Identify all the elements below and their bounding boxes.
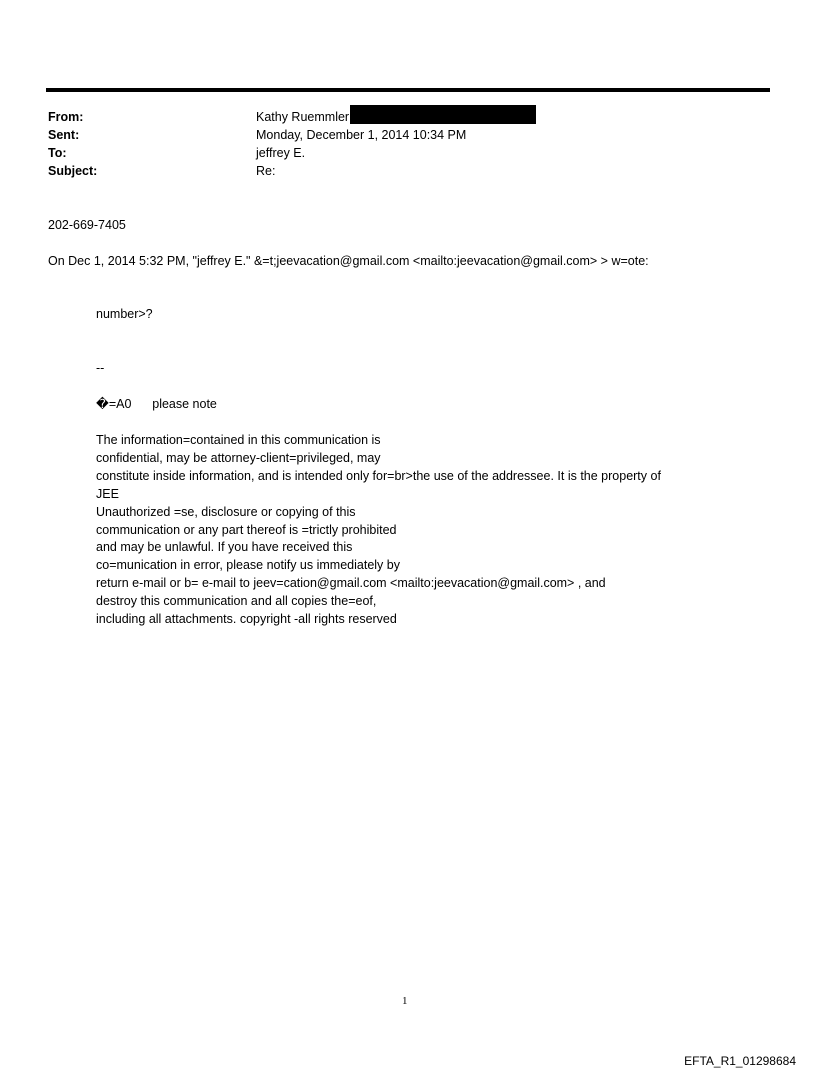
disclaimer-line: Unauthorized =se, disclosure or copying of this — [96, 504, 356, 519]
sent-value: Monday, December 1, 2014 10:34 PM — [256, 128, 467, 142]
page-number: 1 — [402, 995, 408, 1007]
header-divider — [46, 88, 770, 92]
from-name: Kathy Ruemmler — [256, 110, 350, 124]
sent-label: Sent: — [48, 128, 80, 142]
bates-number: EFTA_R1_01298684 — [684, 1054, 796, 1068]
disclaimer-line: including all attachments. copyright -all rights reserved — [96, 612, 397, 627]
disclaimer-line: and may be unlawful. If you have received this — [96, 540, 353, 555]
subject-value: Re: — [256, 164, 276, 178]
subject-label: Subject: — [48, 164, 98, 178]
signature-separator: -- — [96, 361, 105, 375]
from-label: From: — [48, 110, 84, 124]
disclaimer-block — [96, 432, 661, 629]
redaction-block — [350, 105, 536, 124]
disclaimer-line: return e-mail or b= e-mail to jeev=cation@gmail.com <mailto:jeevacation@gmail.com> , and — [96, 576, 606, 591]
disclaimer-line: confidential, may be attorney-client=privileged, may — [96, 450, 381, 465]
to-value: jeffrey E. — [256, 146, 306, 160]
phone-number: 202-669-7405 — [48, 218, 126, 232]
disclaimer-line: co=munication in error, please notify us immediately by — [96, 558, 400, 573]
disclaimer-line: JEE — [96, 486, 119, 501]
disclaimer-line: communication or any part thereof is =trictly prohibited — [96, 522, 397, 537]
disclaimer-line: constitute inside information, and is intended only for=br>the use of the addressee. It is the property of — [96, 468, 661, 483]
quoted-question: number>? — [96, 307, 153, 321]
disclaimer-line: destroy this communication and all copies the=eof, — [96, 594, 377, 609]
to-label: To: — [48, 146, 67, 160]
from-value — [256, 108, 536, 126]
disclaimer-line: The information=contained in this communication is — [96, 433, 381, 447]
note-line: �=A0 please note — [96, 397, 217, 411]
quote-intro: On Dec 1, 2014 5:32 PM, "jeffrey E." &=t;jeevacation@gmail.com <mailto:jeevacation@gmail.com> > w=ote: — [48, 254, 649, 268]
